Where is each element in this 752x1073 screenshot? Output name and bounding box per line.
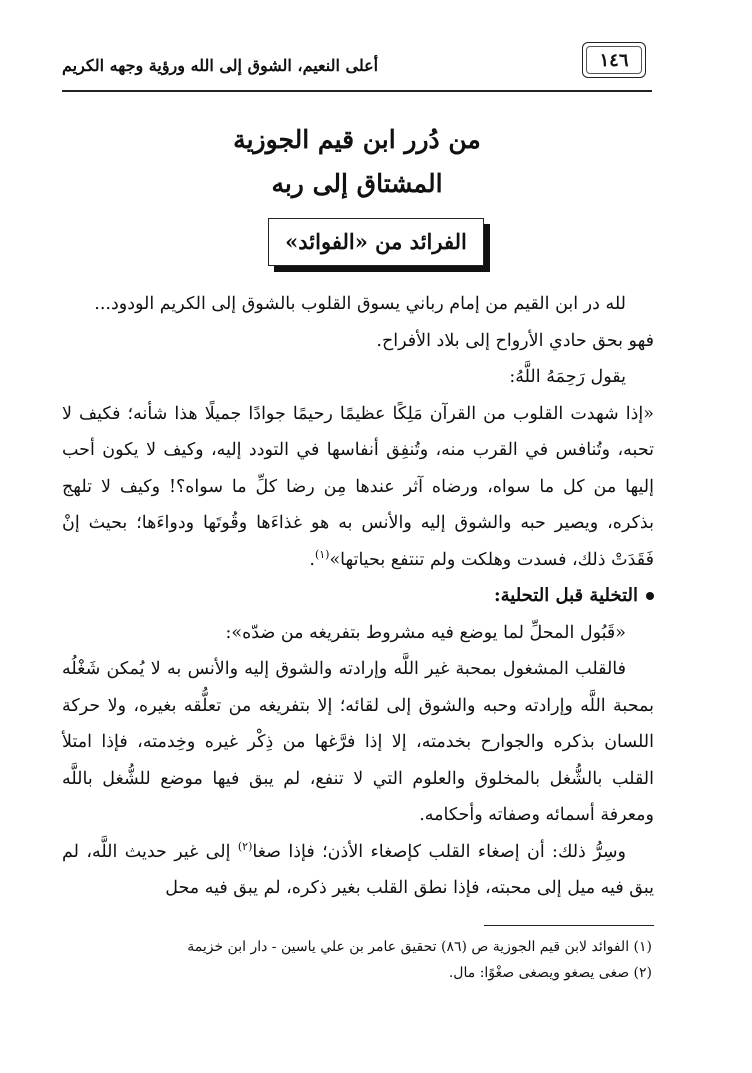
- section-title-wrap: [0, 218, 752, 266]
- footnotes: [90, 934, 652, 986]
- paragraph-2: [62, 834, 654, 907]
- footnote-divider: [484, 925, 654, 926]
- chapter-title: من دُرر ابن قيم الجوزية: [233, 125, 481, 154]
- body-text: [62, 286, 654, 907]
- running-header: [62, 40, 652, 92]
- footnote-ref-1: (١): [314, 547, 330, 561]
- page-number: [582, 42, 646, 78]
- page-number-text: ١٤٦: [599, 49, 629, 71]
- footnote-ref-2: (٢): [237, 839, 253, 853]
- intro-paragraph: لله در ابن القيم من إمام رباني يسوق القلوب بالشوق إلى الكريم الودود...: [94, 294, 626, 314]
- chapter-titles: [62, 118, 652, 206]
- bullet-icon: [646, 592, 654, 600]
- sub-heading-text: التخلية قبل التحلية:: [494, 585, 638, 606]
- paragraph-1: فالقلب المشغول بمحبة غير اللَّه وإرادته والشوق إليه والأنس به لا يُمكن شَغْلُه بمحبة اللَّه وإرادته وحبه والشوق إلى لقائه؛ إلا بتفريغه من تعلُّقه بغيره، ولا حركة اللسان بذكره والجوارح بخدمته، إلا إذا فرَّغها من ذِكْر غيره وخِدمته، فإذا امتلأ القلب بالشُّغل بالمخلوق والعلوم التي لا تنفع، لم يبق فيها موضع للشُّغل باللَّه ومعرفة أسمائه وصفاته وأحكامه.: [62, 659, 654, 825]
- footnote-1: (١) الفوائد لابن قيم الجوزية ص (٨٦) تحقيق عامر بن علي ياسين - دار ابن خزيمة: [187, 939, 652, 955]
- sub-heading: [62, 578, 654, 615]
- footnote-2: (٢) صغى يصغو ويصغى صغْوًا: مال.: [448, 965, 652, 981]
- quote-paragraph: «إذا شهدت القلوب من القرآن مَلِكًا عظيمًا رحيمًا جوادًا جميلًا هذا شأنه؛ فكيف لا تحبه، وتُنافس في القرب منه، وتُنفِق أنفاسها في التودد إليه، وكيف لا يكون أحب إليها من كل ما سواه، ورضاه آثر عندها مِن رضا كلِّ ما سواه؟! وكيف لا تلهج بذكره، ويصير حبه والشوق إليه والأنس به هو غذاءَها وقُوتَها ودواءَها؛ بحيث إنْ فَقَدَتْ ذلك، فسدت وهلكت ولم تنتفع بحياتها»$^{(١)}$.: [62, 403, 654, 570]
- section-title-box: الفرائد من «الفوائد»: [268, 218, 484, 266]
- paragraph-2-text-a: وسِرُّ ذلك: أن إصغاء القلب كإصغاء الأذن؛ فإذا صغا: [252, 841, 626, 862]
- intro-paragraph-cont: فهو بحق حادي الأرواح إلى بلاد الأفراح.: [376, 330, 654, 351]
- says-line: يقول رَحِمَهُ اللَّهُ:: [509, 367, 626, 387]
- rule-line: «قَبُول المحلِّ لما يوضع فيه مشروط بتفريغه من ضدّه»:: [225, 622, 626, 643]
- chapter-subtitle: المشتاق إلى ربه: [271, 169, 443, 198]
- running-title: أعلى النعيم، الشوق إلى الله ورؤية وجهه الكريم: [62, 56, 379, 75]
- paragraph-2-text-b: إلى غير حديث اللَّه، لم يبق فيه ميل إلى محبته، فإذا نطق القلب بغير ذكره، لم يبق فيه محل: [62, 841, 654, 898]
- quote-text: «إذا شهدت القلوب من القرآن مَلِكًا عظيمًا رحيمًا جوادًا جميلًا هذا شأنه؛ فكيف لا تحبه، وتُنافس في القرب منه، وتُنفِق أنفاسها في التودد إليه، وكيف لا يكون أحب إليها من كل ما سواه، ورضاه آثر عندها مِن رضا كلِّ ما سواه؟! وكيف لا تلهج بذكره، ويصير حبه والشوق إليه والأنس به هو غذاءَها وقُوتَها ودواءَها؛ بحيث إنْ فَقَدَتْ ذلك، فسدت وهلكت ولم تنتفع بحياتها»: [62, 403, 654, 570]
